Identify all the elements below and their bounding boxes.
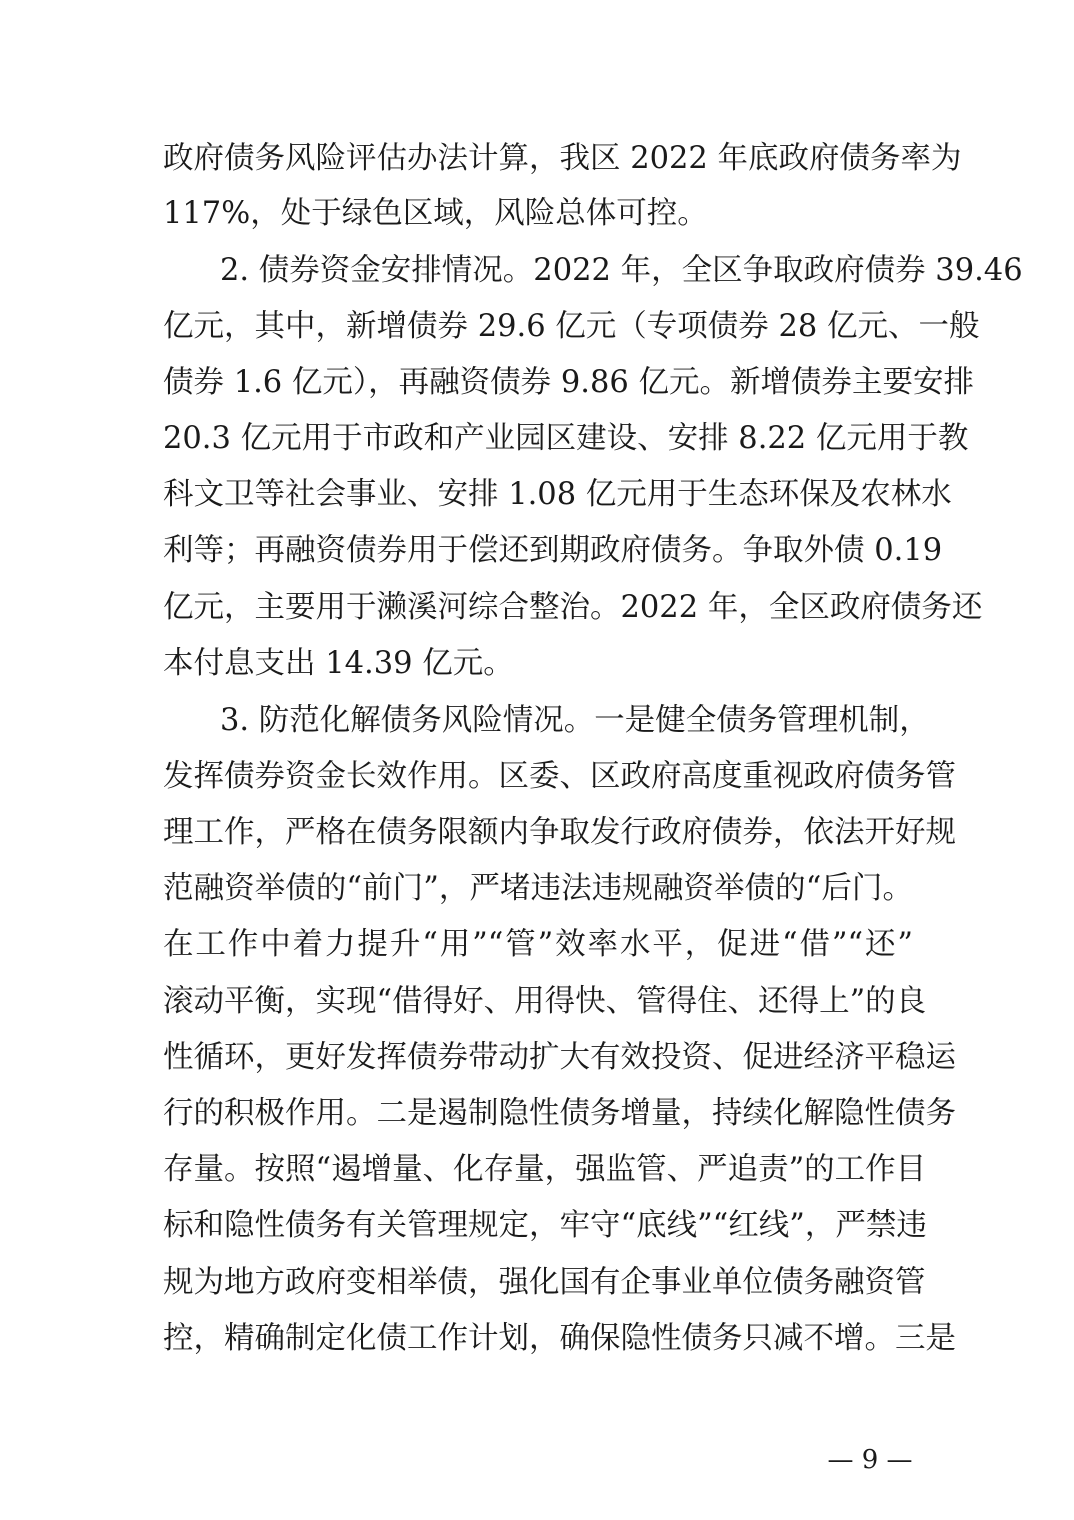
paragraph-line: 控，精确制定化债工作计划，确保隐性债务只减不增。三是 bbox=[163, 1321, 956, 1356]
paragraph-line: 行的积极作用。二是遏制隐性债务增量，持续化解隐性债务 bbox=[163, 1096, 956, 1131]
page-number: — 9 — bbox=[827, 1445, 913, 1475]
paragraph-line: 科文卫等社会事业、安排 1.08 亿元用于生态环保及农林水 bbox=[163, 477, 952, 512]
paragraph-line: 债券 1.6 亿元），再融资债券 9.86 亿元。新增债券主要安排 bbox=[163, 365, 974, 400]
paragraph-line: 发挥债券资金长效作用。区委、区政府高度重视政府债务管 bbox=[163, 759, 956, 794]
paragraph-line: 利等；再融资债券用于偿还到期政府债务。争取外债 0.19 bbox=[163, 533, 943, 568]
paragraph-line: 亿元，主要用于濑溪河综合整治。2022 年，全区政府债务还 bbox=[163, 590, 983, 625]
paragraph-line: 本付息支出 14.39 亿元。 bbox=[163, 646, 514, 681]
paragraph-line: 20.3 亿元用于市政和产业园区建设、安排 8.22 亿元用于教 bbox=[163, 421, 969, 456]
paragraph-line: 存量。按照“遏增量、化存量，强监管、严追责”的工作目 bbox=[163, 1152, 927, 1187]
paragraph-line: 117%，处于绿色区域，风险总体可控。 bbox=[163, 196, 708, 231]
paragraph-line: 标和隐性债务有关管理规定，牢守“底线”“红线”，严禁违 bbox=[163, 1208, 927, 1243]
paragraph-line: 2. 债券资金安排情况。2022 年，全区争取政府债券 39.46 bbox=[220, 253, 1023, 288]
paragraph-line: 理工作，严格在债务限额内争取发行政府债券，依法开好规 bbox=[163, 815, 956, 850]
paragraph-line: 3. 防范化解债务风险情况。一是健全债务管理机制， bbox=[220, 703, 930, 738]
paragraph-line: 政府债务风险评估办法计算，我区 2022 年底政府债务率为 bbox=[163, 141, 962, 176]
paragraph-line: 范融资举债的“前门”，严堵违法违规融资举债的“后门。 bbox=[163, 871, 913, 906]
paragraph-line: 在工作中着力提升“用”“管”效率水平，促进“借”“还” bbox=[163, 927, 913, 962]
paragraph-line: 滚动平衡，实现“借得好、用得快、管得住、还得上”的良 bbox=[163, 984, 927, 1019]
paragraph-line: 性循环，更好发挥债券带动扩大有效投资、促进经济平稳运 bbox=[163, 1040, 956, 1075]
paragraph-line: 规为地方政府变相举债，强化国有企事业单位债务融资管 bbox=[163, 1265, 926, 1300]
paragraph-line: 亿元，其中，新增债券 29.6 亿元（专项债券 28 亿元、一般 bbox=[163, 309, 980, 344]
